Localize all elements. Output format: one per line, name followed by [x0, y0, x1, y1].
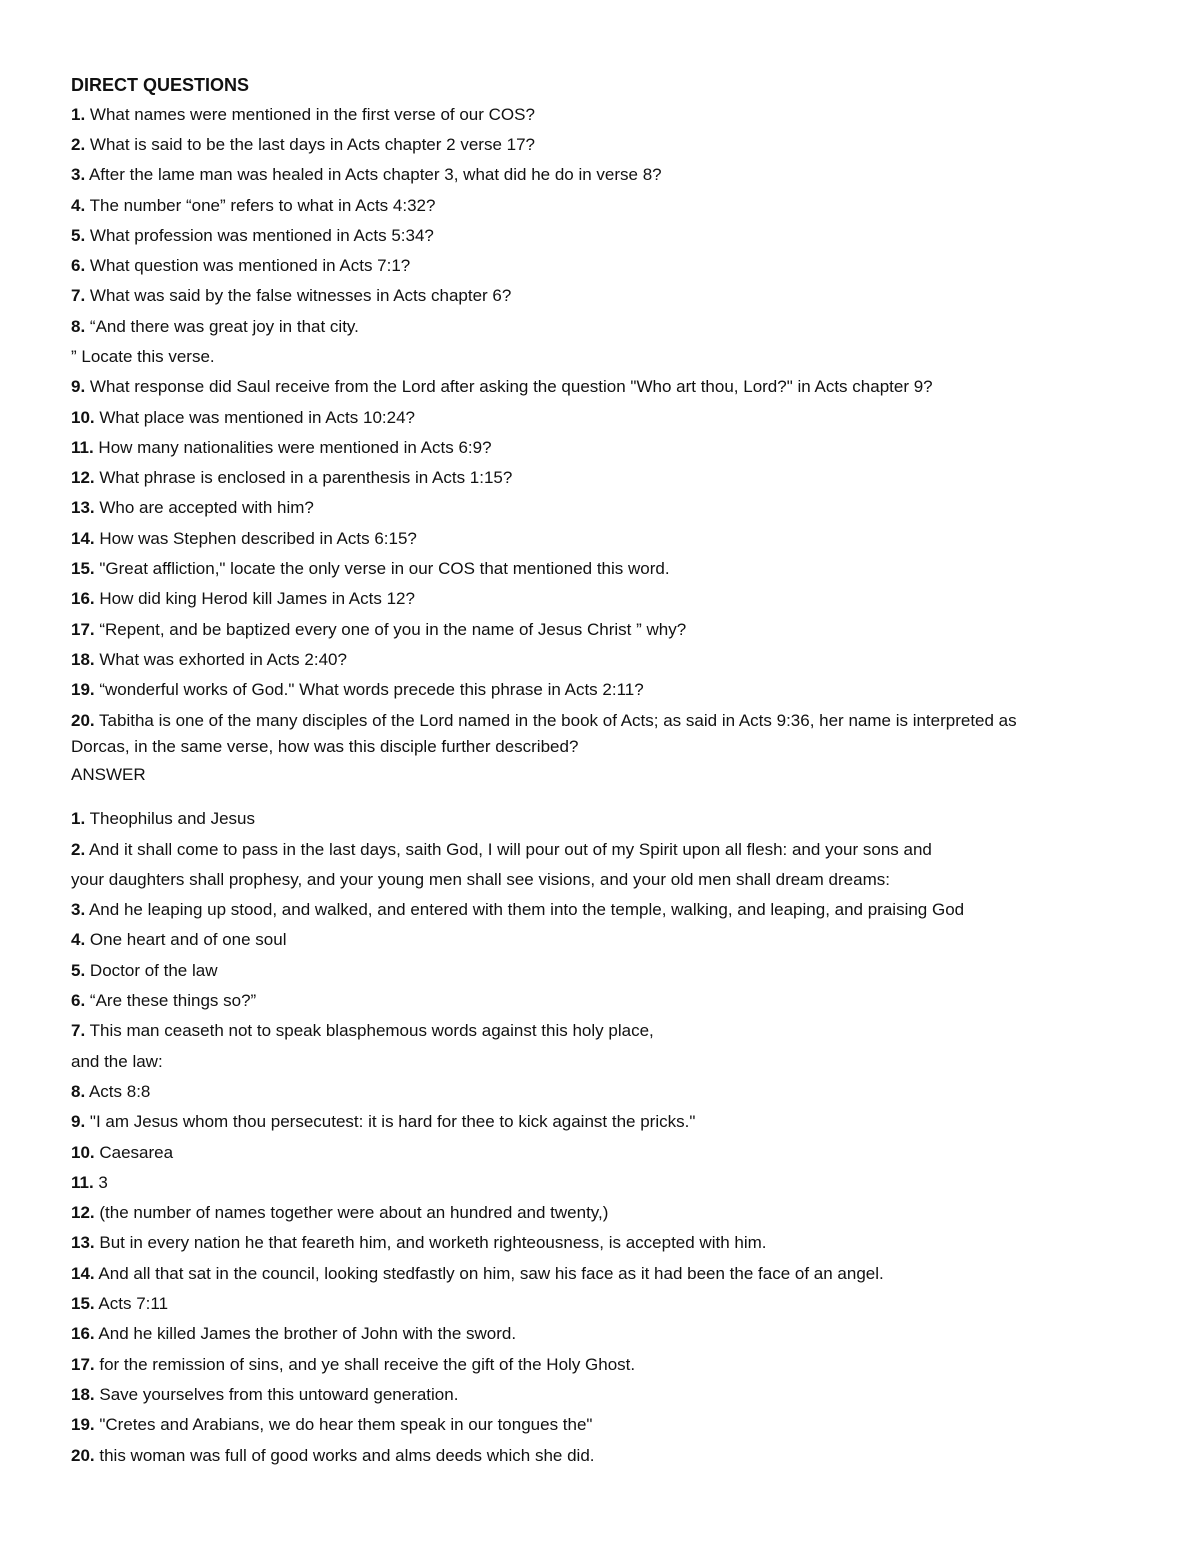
- answer-text: "I am Jesus whom thou persecutest: it is hard for thee to kick against the pricks.": [85, 1112, 696, 1131]
- question-text: What profession was mentioned in Acts 5:34?: [85, 226, 434, 245]
- question-number: 9.: [71, 377, 86, 396]
- answer-item: [71, 1230, 767, 1256]
- answer-text: this woman was full of good works and alms deeds which she did.: [94, 1446, 595, 1465]
- question-number: 14.: [71, 529, 95, 548]
- answer-number: 5.: [71, 961, 86, 980]
- question-item: [71, 708, 1071, 760]
- question-number: 13.: [71, 498, 95, 517]
- question-number: 8.: [71, 317, 86, 336]
- answer-number: 20.: [71, 1446, 95, 1465]
- answer-text: 3: [93, 1173, 108, 1192]
- answer-number: 10.: [71, 1143, 95, 1162]
- answer-heading: ANSWER: [71, 765, 146, 784]
- question-text: What place was mentioned in Acts 10:24?: [94, 408, 415, 427]
- question-item: [71, 526, 417, 552]
- answer-item: [71, 1140, 173, 1166]
- question-text: What response did Saul receive from the Lord after asking the question "Who art thou, Lord?" in Acts chapter 9?: [85, 377, 933, 396]
- answer-item: [71, 1291, 168, 1317]
- question-text: Who are accepted with him?: [94, 498, 314, 517]
- question-text: What phrase is enclosed in a parenthesis in Acts 1:15?: [94, 468, 513, 487]
- question-text: How did king Herod kill James in Acts 12?: [94, 589, 415, 608]
- answer-item: [71, 897, 964, 923]
- question-text: “And there was great joy in that city.: [85, 317, 359, 336]
- answer-text: And he killed James the brother of John with the sword.: [94, 1324, 517, 1343]
- question-item: [71, 253, 410, 279]
- answer-text: This man ceaseth not to speak blasphemous words against this holy place,: [85, 1021, 654, 1040]
- question-text: How many nationalities were mentioned in Acts 6:9?: [93, 438, 492, 457]
- answer-number: 12.: [71, 1203, 95, 1222]
- question-item: [71, 132, 535, 158]
- answer-text: And it shall come to pass in the last days, saith God, I will pour out of my Spirit upon all flesh: and your sons and: [85, 840, 932, 859]
- question-item: [71, 162, 662, 188]
- answer-number: 11.: [71, 1173, 94, 1192]
- answer-number: 19.: [71, 1415, 95, 1434]
- question-text: “wonderful works of God." What words precede this phrase in Acts 2:11?: [94, 680, 644, 699]
- question-item: [71, 617, 686, 643]
- answer-item: [71, 1443, 595, 1469]
- answer-number: 9.: [71, 1112, 86, 1131]
- answer-number: 6.: [71, 991, 86, 1010]
- question-item: [71, 556, 670, 582]
- question-text: What question was mentioned in Acts 7:1?: [85, 256, 411, 275]
- answer-item: [71, 1382, 458, 1408]
- answer-text: But in every nation he that feareth him, and worketh righteousness, is accepted with him.: [94, 1233, 767, 1252]
- question-text: “Repent, and be baptized every one of you in the name of Jesus Christ ” why?: [94, 620, 687, 639]
- question-number: 7.: [71, 286, 86, 305]
- answer-item: [71, 1109, 695, 1135]
- answer-number: 17.: [71, 1355, 95, 1374]
- question-text: After the lame man was healed in Acts chapter 3, what did he do in verse 8?: [85, 165, 662, 184]
- answer-number: 2.: [71, 840, 86, 859]
- question-item: [71, 405, 415, 431]
- question-number: 20.: [71, 711, 95, 730]
- answer-item: [71, 867, 890, 893]
- answer-item: [71, 837, 932, 863]
- answer-text: Caesarea: [94, 1143, 174, 1162]
- question-number: 4.: [71, 196, 86, 215]
- question-number: 12.: [71, 468, 95, 487]
- answer-item: [71, 958, 217, 984]
- answer-item: [71, 1200, 608, 1226]
- question-item: [71, 465, 512, 491]
- question-item: [71, 283, 511, 309]
- answer-item: [71, 1049, 163, 1075]
- question-number: 5.: [71, 226, 86, 245]
- answer-text: Acts 7:11: [94, 1294, 169, 1313]
- answer-text: Save yourselves from this untoward generation.: [94, 1385, 459, 1404]
- question-number: 11.: [71, 438, 94, 457]
- answer-item: [71, 1079, 150, 1105]
- answer-number: 14.: [71, 1264, 95, 1283]
- answer-text: And all that sat in the council, looking stedfastly on him, saw his face as it had been the face of an angel.: [94, 1264, 884, 1283]
- answer-number: 4.: [71, 930, 86, 949]
- question-item: [71, 344, 215, 370]
- question-number: 18.: [71, 650, 95, 669]
- answer-number: 18.: [71, 1385, 95, 1404]
- question-number: 6.: [71, 256, 86, 275]
- question-number: 1.: [71, 105, 86, 124]
- answer-number: 8.: [71, 1082, 86, 1101]
- question-item: [71, 677, 644, 703]
- question-text: What is said to be the last days in Acts chapter 2 verse 17?: [85, 135, 535, 154]
- question-number: 10.: [71, 408, 95, 427]
- question-item: [71, 223, 434, 249]
- answer-text: (the number of names together were about an hundred and twenty,): [94, 1203, 609, 1222]
- answer-text: Doctor of the law: [85, 961, 218, 980]
- answer-item: [71, 1321, 516, 1347]
- answer-text: “Are these things so?”: [85, 991, 257, 1010]
- question-item: [71, 102, 535, 128]
- answer-item: [71, 988, 256, 1014]
- answer-number: 15.: [71, 1294, 95, 1313]
- question-item: [71, 647, 347, 673]
- question-number: 2.: [71, 135, 86, 154]
- answer-text: your daughters shall prophesy, and your young men shall see visions, and your old men shall dream dreams:: [71, 870, 890, 889]
- question-number: 19.: [71, 680, 95, 699]
- question-text: "Great affliction," locate the only verse in our COS that mentioned this word.: [94, 559, 670, 578]
- question-item: [71, 193, 435, 219]
- question-text: Tabitha is one of the many disciples of the Lord named in the book of Acts; as said in Acts 9:36, her name is interpreted as Dorcas, in the same verse, how was this disciple further described?: [71, 711, 1017, 756]
- question-text: How was Stephen described in Acts 6:15?: [94, 529, 417, 548]
- answer-item: [71, 1170, 108, 1196]
- answer-item: [71, 1352, 635, 1378]
- answer-text: and the law:: [71, 1052, 163, 1071]
- question-number: 3.: [71, 165, 86, 184]
- question-item: [71, 586, 415, 612]
- answer-number: 7.: [71, 1021, 86, 1040]
- answer-number: 1.: [71, 809, 86, 828]
- question-item: [71, 374, 933, 400]
- answer-text: One heart and of one soul: [85, 930, 287, 949]
- answer-text: "Cretes and Arabians, we do hear them speak in our tongues the": [94, 1415, 593, 1434]
- answer-number: 3.: [71, 900, 86, 919]
- question-item: [71, 495, 314, 521]
- question-text: The number “one” refers to what in Acts 4:32?: [85, 196, 436, 215]
- question-item: [71, 314, 359, 340]
- question-item: [71, 435, 492, 461]
- answer-item: [71, 927, 287, 953]
- answer-text: Acts 8:8: [85, 1082, 151, 1101]
- answer-item: [71, 1412, 592, 1438]
- question-text: ” Locate this verse.: [71, 347, 215, 366]
- answer-text: Theophilus and Jesus: [85, 809, 255, 828]
- questions-heading: DIRECT QUESTIONS: [71, 75, 250, 95]
- answer-text: And he leaping up stood, and walked, and entered with them into the temple, walking, and leaping, and praising God: [85, 900, 965, 919]
- answer-item: [71, 806, 255, 832]
- question-text: What names were mentioned in the first verse of our COS?: [85, 105, 535, 124]
- answer-number: 16.: [71, 1324, 95, 1343]
- answer-item: [71, 1018, 654, 1044]
- question-text: What was said by the false witnesses in Acts chapter 6?: [85, 286, 512, 305]
- question-text: What was exhorted in Acts 2:40?: [94, 650, 347, 669]
- answer-item: [71, 1261, 884, 1287]
- answer-text: for the remission of sins, and ye shall receive the gift of the Holy Ghost.: [94, 1355, 636, 1374]
- answer-number: 13.: [71, 1233, 95, 1252]
- question-number: 16.: [71, 589, 95, 608]
- question-number: 15.: [71, 559, 95, 578]
- question-number: 17.: [71, 620, 95, 639]
